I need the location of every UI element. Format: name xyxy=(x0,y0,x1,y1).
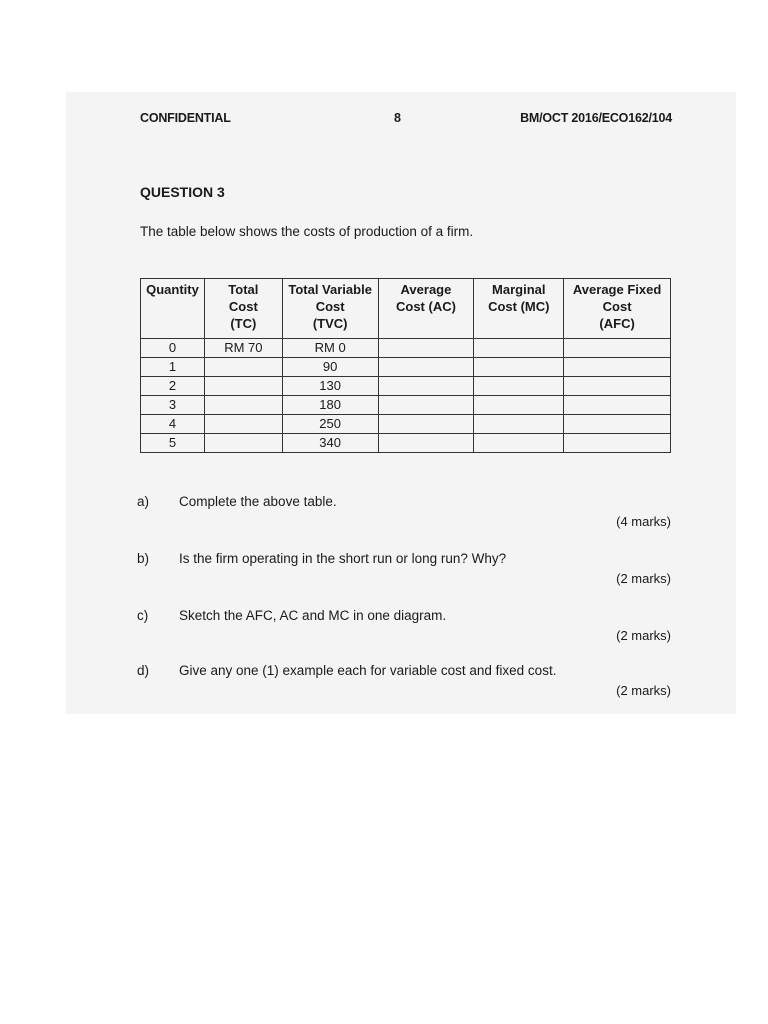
question-marks: (4 marks) xyxy=(616,514,671,529)
header-marginal-cost: Marginal Cost (MC) xyxy=(474,279,564,339)
cell-quantity: 2 xyxy=(141,377,205,396)
cell-tvc: 180 xyxy=(282,396,378,415)
cell-ac xyxy=(378,434,474,453)
page-header xyxy=(140,111,672,129)
cell-afc xyxy=(564,377,671,396)
cell-ac xyxy=(378,377,474,396)
cell-mc xyxy=(474,377,564,396)
cell-tvc: 340 xyxy=(282,434,378,453)
question-text: Sketch the AFC, AC and MC in one diagram. xyxy=(179,608,447,623)
question-marks: (2 marks) xyxy=(616,683,671,698)
question-text: Give any one (1) example each for variable cost and fixed cost. xyxy=(179,663,557,678)
question-title: QUESTION 3 xyxy=(140,184,225,200)
question-label: b) xyxy=(137,551,150,566)
cell-tc: RM 70 xyxy=(204,339,282,358)
question-text: Is the firm operating in the short run or long run? Why? xyxy=(179,551,507,566)
cell-tc xyxy=(204,434,282,453)
cost-table xyxy=(140,278,671,453)
cell-quantity: 4 xyxy=(141,415,205,434)
header-quantity: Quantity xyxy=(141,279,205,339)
table-header-row xyxy=(141,279,671,339)
cell-ac xyxy=(378,415,474,434)
cell-afc xyxy=(564,396,671,415)
cell-mc xyxy=(474,396,564,415)
cell-mc xyxy=(474,434,564,453)
header-average-fixed-cost: Average Fixed Cost (AFC) xyxy=(564,279,671,339)
table-row xyxy=(141,377,671,396)
cell-tvc: 250 xyxy=(282,415,378,434)
cell-ac xyxy=(378,339,474,358)
question-text: Complete the above table. xyxy=(179,494,337,509)
cell-quantity: 3 xyxy=(141,396,205,415)
cell-ac xyxy=(378,396,474,415)
cell-afc xyxy=(564,358,671,377)
table-row xyxy=(141,396,671,415)
cell-mc xyxy=(474,358,564,377)
table-row xyxy=(141,434,671,453)
cell-mc xyxy=(474,415,564,434)
cell-tc xyxy=(204,358,282,377)
cell-mc xyxy=(474,339,564,358)
cell-tc xyxy=(204,377,282,396)
table-row xyxy=(141,415,671,434)
cell-afc xyxy=(564,339,671,358)
cell-afc xyxy=(564,434,671,453)
question-marks: (2 marks) xyxy=(616,628,671,643)
cell-quantity: 0 xyxy=(141,339,205,358)
question-label: d) xyxy=(137,663,150,678)
cell-afc xyxy=(564,415,671,434)
cell-tvc: 130 xyxy=(282,377,378,396)
intro-text: The table below shows the costs of production of a firm. xyxy=(140,224,474,239)
page-number: 8 xyxy=(394,111,401,125)
table-row xyxy=(141,339,671,358)
confidential-label: CONFIDENTIAL xyxy=(140,111,231,125)
question-marks: (2 marks) xyxy=(616,571,671,586)
cell-tvc: RM 0 xyxy=(282,339,378,358)
cell-quantity: 5 xyxy=(141,434,205,453)
cell-tc xyxy=(204,396,282,415)
cell-quantity: 1 xyxy=(141,358,205,377)
question-label: a) xyxy=(137,494,150,509)
question-label: c) xyxy=(137,608,149,623)
header-total-variable-cost: Total Variable Cost (TVC) xyxy=(282,279,378,339)
header-average-cost: Average Cost (AC) xyxy=(378,279,474,339)
table-row xyxy=(141,358,671,377)
header-total-cost: Total Cost (TC) xyxy=(204,279,282,339)
cell-ac xyxy=(378,358,474,377)
cell-tc xyxy=(204,415,282,434)
exam-code: BM/OCT 2016/ECO162/104 xyxy=(520,111,672,125)
cell-tvc: 90 xyxy=(282,358,378,377)
